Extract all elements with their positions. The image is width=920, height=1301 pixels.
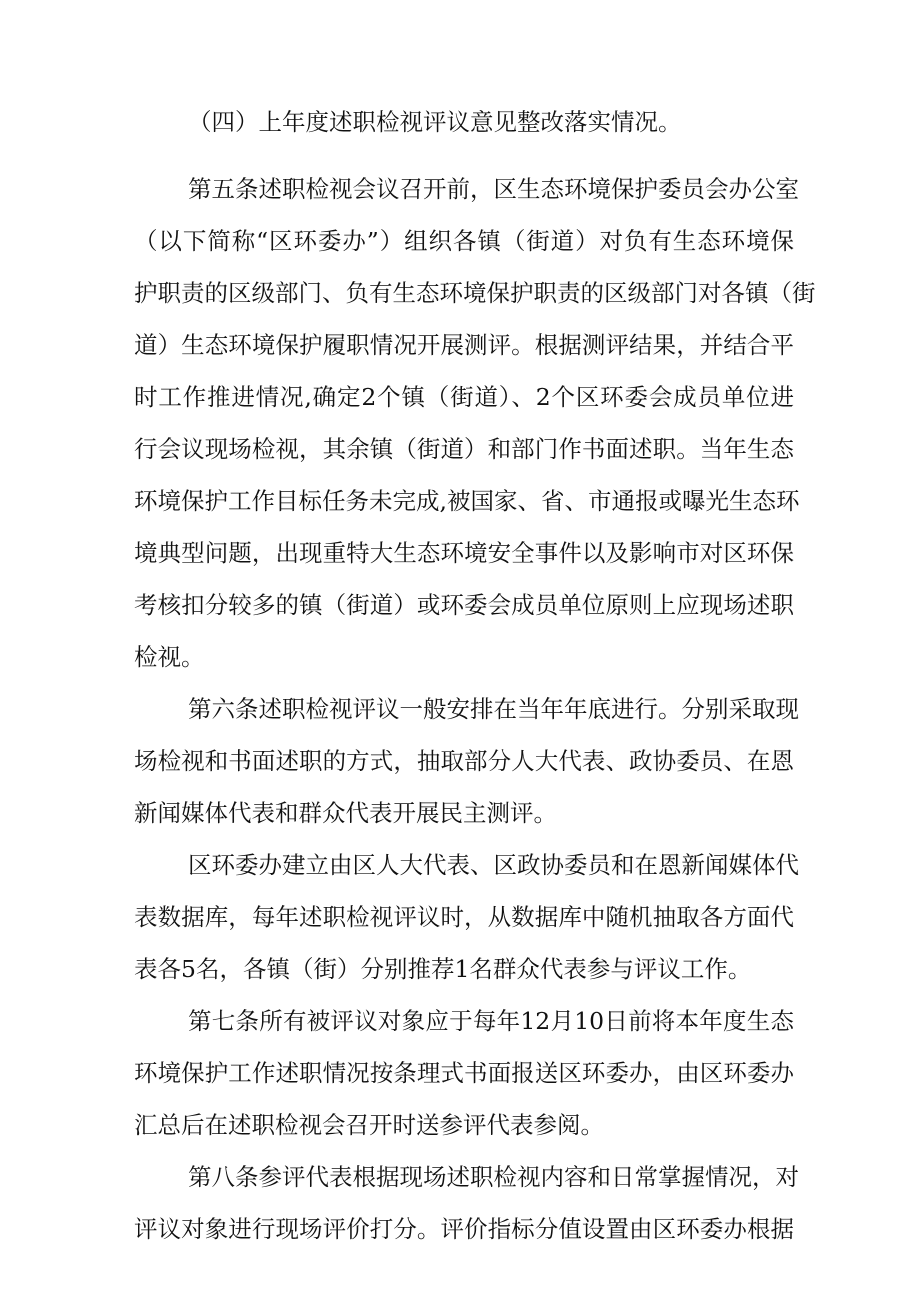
paragraph-line: 新闻媒体代表和群众代表开展民主测评。 <box>134 799 557 827</box>
paragraph-line: 境典型问题，出现重特大生态环境安全事件以及影响市对区环保 <box>134 539 794 567</box>
paragraph-line: 时工作推进情况,确定2个镇（街道）、2个区环委会成员单位进 <box>134 383 794 411</box>
paragraph-line: （四）上年度述职检视评议意见整改落实情况。 <box>188 108 682 136</box>
paragraph-line: 道）生态环境保护履职情况开展测评。根据测评结果，并结合平 <box>134 331 794 359</box>
paragraph-line: 第六条述职检视评议一般安排在当年年底进行。分别采取现 <box>188 695 799 723</box>
paragraph-line: 行会议现场检视，其余镇（街道）和部门作书面述职。当年生态 <box>134 435 794 463</box>
paragraph-line: 环境保护工作述职情况按条理式书面报送区环委办，由区环委办 <box>134 1059 794 1087</box>
paragraph-line: 场检视和书面述职的方式，抽取部分人大代表、政协委员、在恩 <box>134 747 794 775</box>
paragraph-line: 评议对象进行现场评价打分。评价指标分值设置由区环委办根据 <box>134 1215 794 1243</box>
paragraph-line: 区环委办建立由区人大代表、区政协委员和在恩新闻媒体代 <box>188 851 799 879</box>
paragraph-line: 表数据库，每年述职检视评议时，从数据库中随机抽取各方面代 <box>134 903 794 931</box>
paragraph-line: 第七条所有被评议对象应于每年12月10日前将本年度生态 <box>188 1007 794 1035</box>
paragraph-line: 汇总后在述职检视会召开时送参评代表参阅。 <box>134 1111 604 1139</box>
paragraph-line: 护职责的区级部门、负有生态环境保护职责的区级部门对各镇（街 <box>134 279 816 307</box>
paragraph-line: （以下简称“区环委办”）组织各镇（街道）对负有生态环境保 <box>134 227 794 255</box>
paragraph-line: 第八条参评代表根据现场述职检视内容和日常掌握情况，对 <box>188 1163 799 1191</box>
paragraph-line: 环境保护工作目标任务未完成,被国家、省、市通报或曝光生态环 <box>134 487 800 515</box>
paragraph-line: 表各5名，各镇（街）分别推荐1名群众代表参与评议工作。 <box>134 955 752 983</box>
paragraph-line: 检视。 <box>134 643 205 671</box>
paragraph-line: 第五条述职检视会议召开前，区生态环境保护委员会办公室 <box>188 175 799 203</box>
paragraph-line: 考核扣分较多的镇（街道）或环委会成员单位原则上应现场述职 <box>134 591 794 619</box>
